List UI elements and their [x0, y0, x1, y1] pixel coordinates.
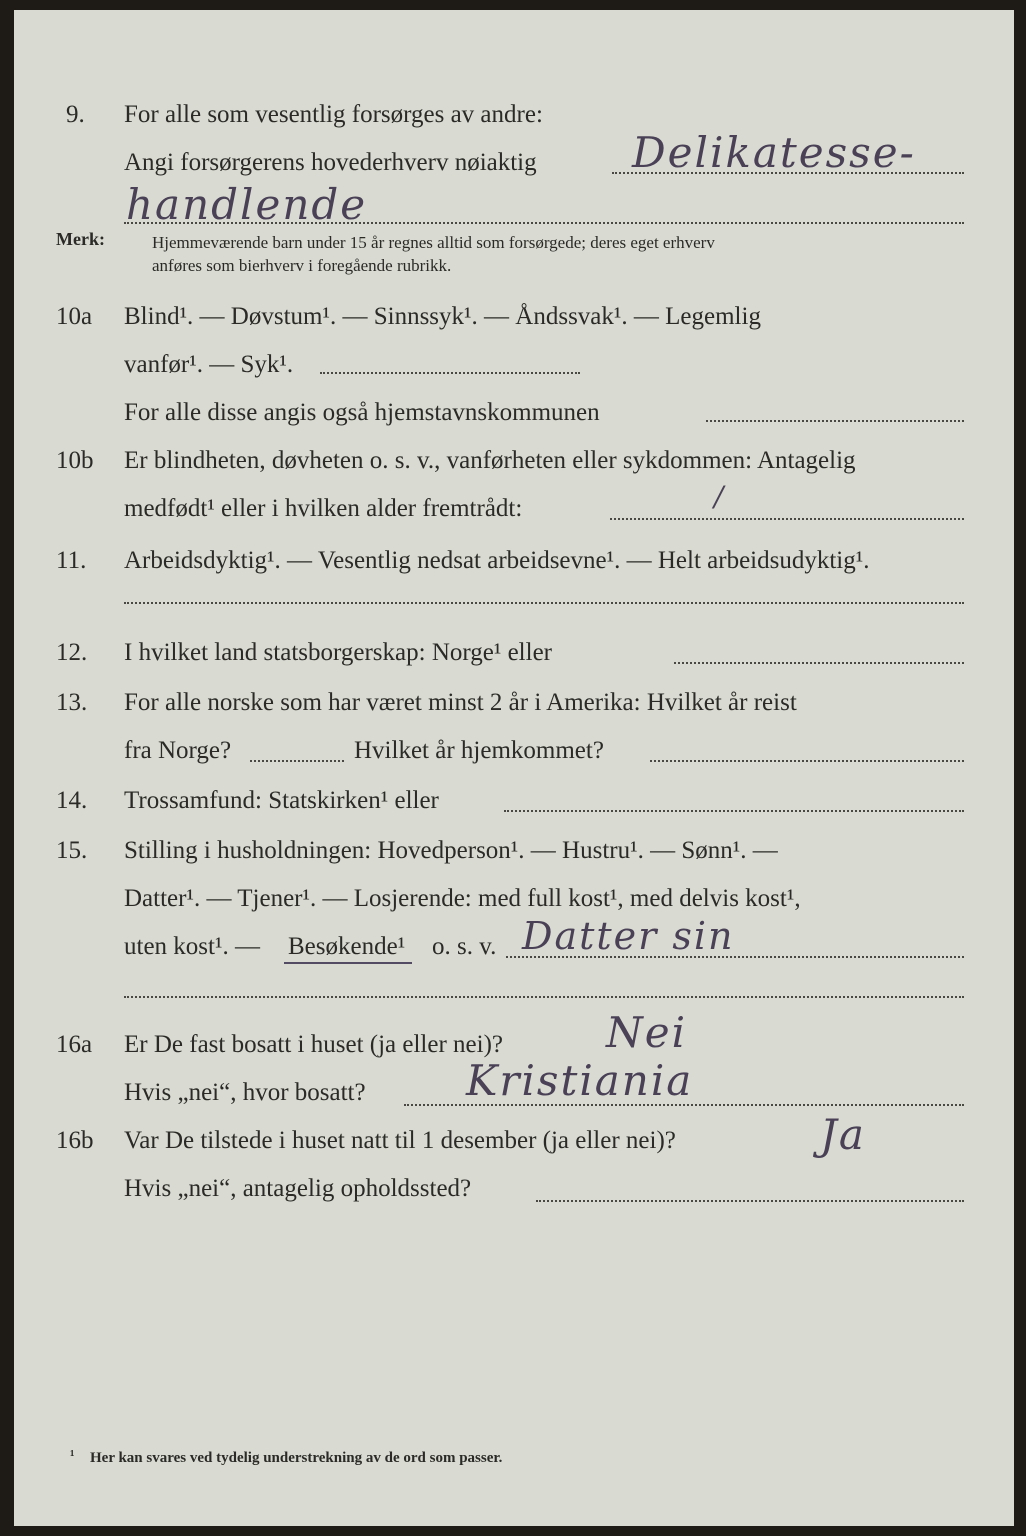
q10a-number: 10a	[56, 303, 93, 330]
q16a-number: 16a	[56, 1031, 93, 1058]
q15-line3a: uten kost¹. —	[124, 933, 260, 960]
q10b-line2: medfødt¹ eller i hvilken alder fremtrådt:	[124, 495, 523, 522]
q11-answer-line	[124, 602, 964, 604]
q9-handwritten-answer-a: Delikatesse-	[632, 128, 916, 177]
q14-answer-line	[504, 810, 964, 812]
q9-number: 9.	[66, 101, 85, 128]
q10b-answer-line	[610, 518, 964, 520]
q16b-line1: Var De tilstede i huset natt til 1 desember (ja eller nei)?	[124, 1127, 676, 1154]
q15-handwritten-answer: Datter sin	[522, 914, 735, 958]
q15-number: 15.	[56, 837, 88, 864]
q10a-line1: Blind¹. — Døvstum¹. — Sinnssyk¹. — Åndssvak¹. — Legemlig	[124, 303, 761, 330]
q16b-number: 16b	[56, 1127, 94, 1154]
q10a-line2: vanfør¹. — Syk¹.	[124, 351, 294, 378]
q15-line3c: o. s. v.	[432, 933, 497, 960]
footnote-mark: ¹	[70, 1448, 75, 1464]
q10a-hjemstavn-line	[706, 420, 964, 422]
merk-text-1: Hjemmeværende barn under 15 år regnes alltid som forsørgede; deres eget erhverv	[152, 233, 715, 252]
q16a-line1: Er De fast bosatt i huset (ja eller nei)?	[124, 1031, 504, 1058]
q13-line1: For alle norske som har været minst 2 år i Amerika: Hvilket år reist	[124, 689, 797, 716]
q10b-number: 10b	[56, 447, 94, 474]
q13-line2a: fra Norge?	[124, 737, 232, 764]
q14-line1: Trossamfund: Statskirken¹ eller	[124, 787, 439, 814]
merk-text-2: anføres som bierhverv i foregående rubrikk.	[152, 256, 452, 275]
q13-reist-line	[250, 760, 344, 762]
q10b-line1: Er blindheten, døvheten o. s. v., vanførheten eller sykdommen: Antagelig	[124, 447, 856, 474]
q10a-line3: For alle disse angis også hjemstavnskommunen	[124, 399, 600, 426]
census-form-page	[14, 10, 1014, 1526]
q10a-syk-line	[320, 372, 580, 374]
footnote-text: Her kan svares ved tydelig understrekning av de ord som passer.	[90, 1450, 503, 1466]
q9-line1: For alle som vesentlig forsørges av andre:	[124, 101, 543, 128]
q16b-handwritten-answer1: Ja	[820, 1110, 866, 1159]
q12-answer-line	[674, 662, 964, 664]
q12-number: 12.	[56, 639, 88, 666]
q15-besokende-underline	[284, 962, 412, 964]
q12-line1: I hvilket land statsborgerskap: Norge¹ eller	[124, 639, 552, 666]
q16b-opholdssted-line	[536, 1200, 964, 1202]
q9-handwritten-answer-b: handlende	[126, 180, 368, 229]
q16a-handwritten-answer2: Kristiania	[466, 1056, 694, 1105]
q15-line1: Stilling i husholdningen: Hovedperson¹. — Hustru¹. — Sønn¹. —	[124, 837, 778, 864]
q16a-line2: Hvis „nei“, hvor bosatt?	[124, 1079, 366, 1106]
q9-line2: Angi forsørgerens hovederhverv nøiaktig	[124, 149, 537, 176]
merk-label: Merk:	[56, 229, 105, 249]
q11-number: 11.	[56, 547, 87, 574]
q13-line2b: Hvilket år hjemkommet?	[354, 737, 604, 764]
q15-answer-line-2	[124, 996, 964, 998]
q9-answer-line-2	[124, 222, 964, 224]
q11-line1: Arbeidsdyktig¹. — Vesentlig nedsat arbeidsevne¹. — Helt arbeidsudyktig¹.	[124, 547, 870, 574]
q16a-handwritten-answer1: Nei	[606, 1008, 688, 1057]
q15-line2: Datter¹. — Tjener¹. — Losjerende: med full kost¹, med delvis kost¹,	[124, 885, 801, 912]
q16b-line2: Hvis „nei“, antagelig opholdssted?	[124, 1175, 472, 1202]
q10b-handwritten-answer: /	[714, 480, 726, 513]
q13-number: 13.	[56, 689, 88, 716]
q14-number: 14.	[56, 787, 88, 814]
q15-line3b: Besøkende¹	[288, 933, 406, 960]
q13-hjemkommet-line	[650, 760, 964, 762]
